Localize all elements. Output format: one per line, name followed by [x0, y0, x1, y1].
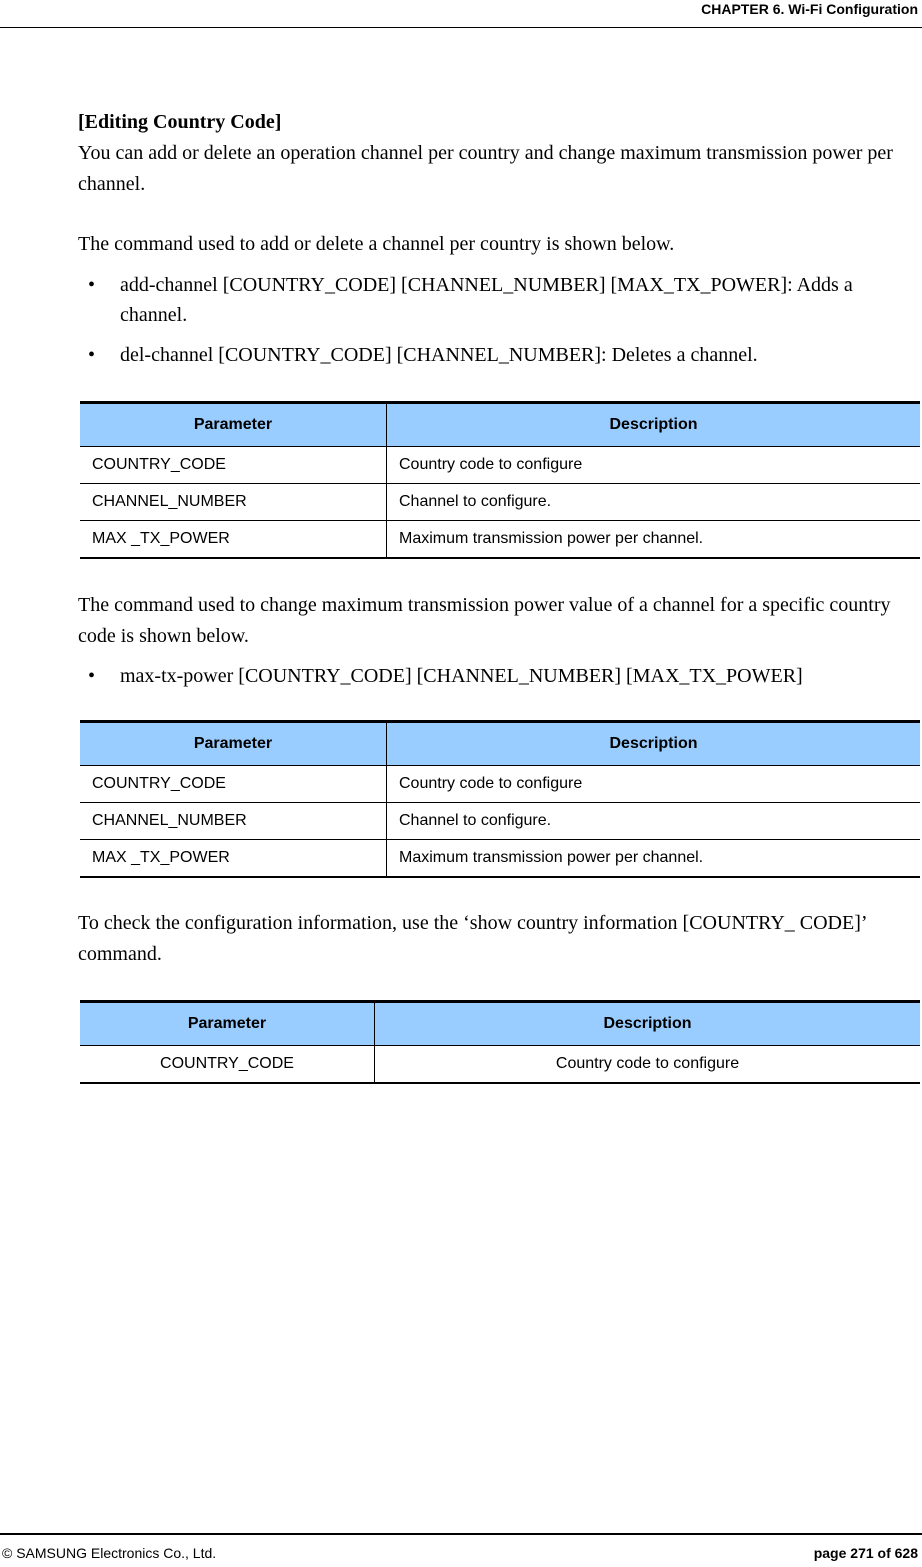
section-title: [Editing Country Code] — [78, 111, 282, 133]
parameter-cell: MAX _TX_POWER — [80, 840, 387, 878]
table-header-row — [80, 403, 920, 447]
parameter-table-add-delete — [80, 401, 920, 559]
parameter-cell: MAX _TX_POWER — [80, 521, 387, 559]
description-cell: Country code to configure — [387, 766, 921, 803]
page-number: page 271 of 628 — [813, 1545, 918, 1561]
table-row — [80, 803, 920, 840]
column-header-parameter: Parameter — [80, 1002, 375, 1046]
table-row — [80, 521, 920, 559]
chapter-title: CHAPTER 6. Wi-Fi Configuration — [701, 1, 918, 17]
column-header-parameter: Parameter — [80, 722, 387, 766]
parameter-cell: COUNTRY_CODE — [80, 766, 387, 803]
max-power-intro: The command used to change maximum transmission power value of a channel for a specific country code is shown below. — [78, 594, 891, 647]
parameter-cell: CHANNEL_NUMBER — [80, 484, 387, 521]
command-text: del-channel [COUNTRY_CODE] [CHANNEL_NUMBER]: Deletes a channel. — [120, 344, 758, 366]
section-intro: You can add or delete an operation channel per country and change maximum transmission power per channel. — [78, 142, 893, 195]
column-header-parameter: Parameter — [80, 403, 387, 447]
column-header-description: Description — [387, 722, 921, 766]
description-cell: Country code to configure — [387, 447, 921, 484]
table-row — [80, 484, 920, 521]
parameter-cell: COUNTRY_CODE — [80, 1046, 375, 1084]
page-footer — [0, 1533, 922, 1567]
command-text: max-tx-power [COUNTRY_CODE] [CHANNEL_NUMBER] [MAX_TX_POWER] — [120, 665, 803, 687]
parameter-cell: COUNTRY_CODE — [80, 447, 387, 484]
copyright-text: © SAMSUNG Electronics Co., Ltd. — [2, 1545, 217, 1561]
table-header-row — [80, 722, 920, 766]
show-info-text: To check the configuration information, use the ‘show country information [COUNTRY_ CODE]’ command. — [78, 912, 867, 965]
bullet-icon: • — [88, 274, 96, 296]
parameter-cell: CHANNEL_NUMBER — [80, 803, 387, 840]
description-cell: Channel to configure. — [387, 484, 921, 521]
description-cell: Maximum transmission power per channel. — [387, 840, 921, 878]
table-header-row — [80, 1002, 920, 1046]
parameter-table-max-power — [80, 720, 920, 878]
command-text: add-channel [COUNTRY_CODE] [CHANNEL_NUMBER] [MAX_TX_POWER]: Adds a channel. — [120, 274, 853, 326]
column-header-description: Description — [387, 403, 921, 447]
table-row — [80, 766, 920, 803]
column-header-description: Description — [375, 1002, 921, 1046]
description-cell: Country code to configure — [375, 1046, 921, 1084]
description-cell: Maximum transmission power per channel. — [387, 521, 921, 559]
table-row — [80, 1046, 920, 1084]
bullet-icon: • — [88, 665, 96, 687]
table-row — [80, 447, 920, 484]
page-header — [0, 0, 922, 28]
bullet-icon: • — [88, 344, 96, 366]
description-cell: Channel to configure. — [387, 803, 921, 840]
table-row — [80, 840, 920, 878]
add-delete-intro: The command used to add or delete a channel per country is shown below. — [78, 233, 675, 255]
parameter-table-show-info — [80, 1000, 920, 1084]
